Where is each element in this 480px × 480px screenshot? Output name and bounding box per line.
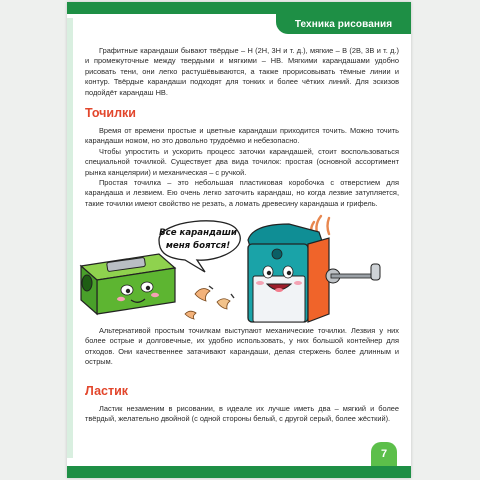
book-page — [67, 2, 411, 478]
sharpeners-paragraph-1: Время от времени простые и цветные карандаши приходится точить. Можно точить карандаши ножом, но это довольно трудоёмко и небезопасно. — [85, 126, 399, 146]
page-number: 7 — [380, 448, 388, 460]
chapter-title: Техника рисования — [294, 18, 393, 30]
chapter-header-tab — [276, 14, 411, 34]
sharpeners-illustration — [67, 210, 411, 332]
simple-sharpener-image — [81, 254, 175, 314]
pencil-shavings-image — [185, 286, 234, 319]
mechanical-sharpener-image — [248, 216, 380, 322]
sharpeners-paragraph-2: Чтобы упростить и ускорить процесс заточки карандашей, стоит воспользоваться специальной точилкой. Существует два вида точилок: простая (основной ассортимент рынка канцелярии) и механическая – с ручкой. — [85, 147, 399, 177]
top-color-band — [67, 2, 411, 14]
speech-line-2: меня боятся! — [165, 241, 231, 251]
eraser-heading: Ластик — [85, 384, 129, 398]
bottom-color-band — [67, 466, 411, 478]
intro-paragraph: Графитные карандаши бывают твёрдые – Н (2Н, 3Н и т. д.), мягкие – В (2В, 3В и т. д.) и промежуточные между твердыми и мягкими – НВ. Мягкими карандашами удобно рисовать тени, они легко растушёвываются, а также прорисовывать тёмные линии и контур. Твёрдые карандаши подходят для тонких и более чётких линий. Для эскизов подойдёт карандаш НВ. — [85, 46, 399, 97]
page-number-tab — [371, 442, 397, 466]
eraser-paragraph: Ластик незаменим в рисовании, в идеале их лучше иметь два – мягкий и более твёрдый, желательно двойной (с одной стороны белый, с другой серый, более жёсткий). — [85, 404, 399, 424]
sharpeners-paragraph-4: Альтернативой простым точилкам выступают механические точилки. Лезвия у них более острые и долговечные, их удобно использовать, у них большой контейнер для отходов. Они качественнее затачивают карандаши, делая стержень более длинным и острым. — [85, 326, 399, 367]
sharpeners-paragraph-3: Простая точилка – это небольшая пластиковая коробочка с отверстием для карандаша и лезвием. Ею очень легко заточить карандаш, но когда лезвие затупляется, такие точилки имеют свойство не резать, а ломать древесину карандаша и грифель. — [85, 178, 399, 208]
sharpeners-heading: Точилки — [85, 106, 136, 120]
speech-line-1: Все карандаши — [159, 228, 237, 238]
